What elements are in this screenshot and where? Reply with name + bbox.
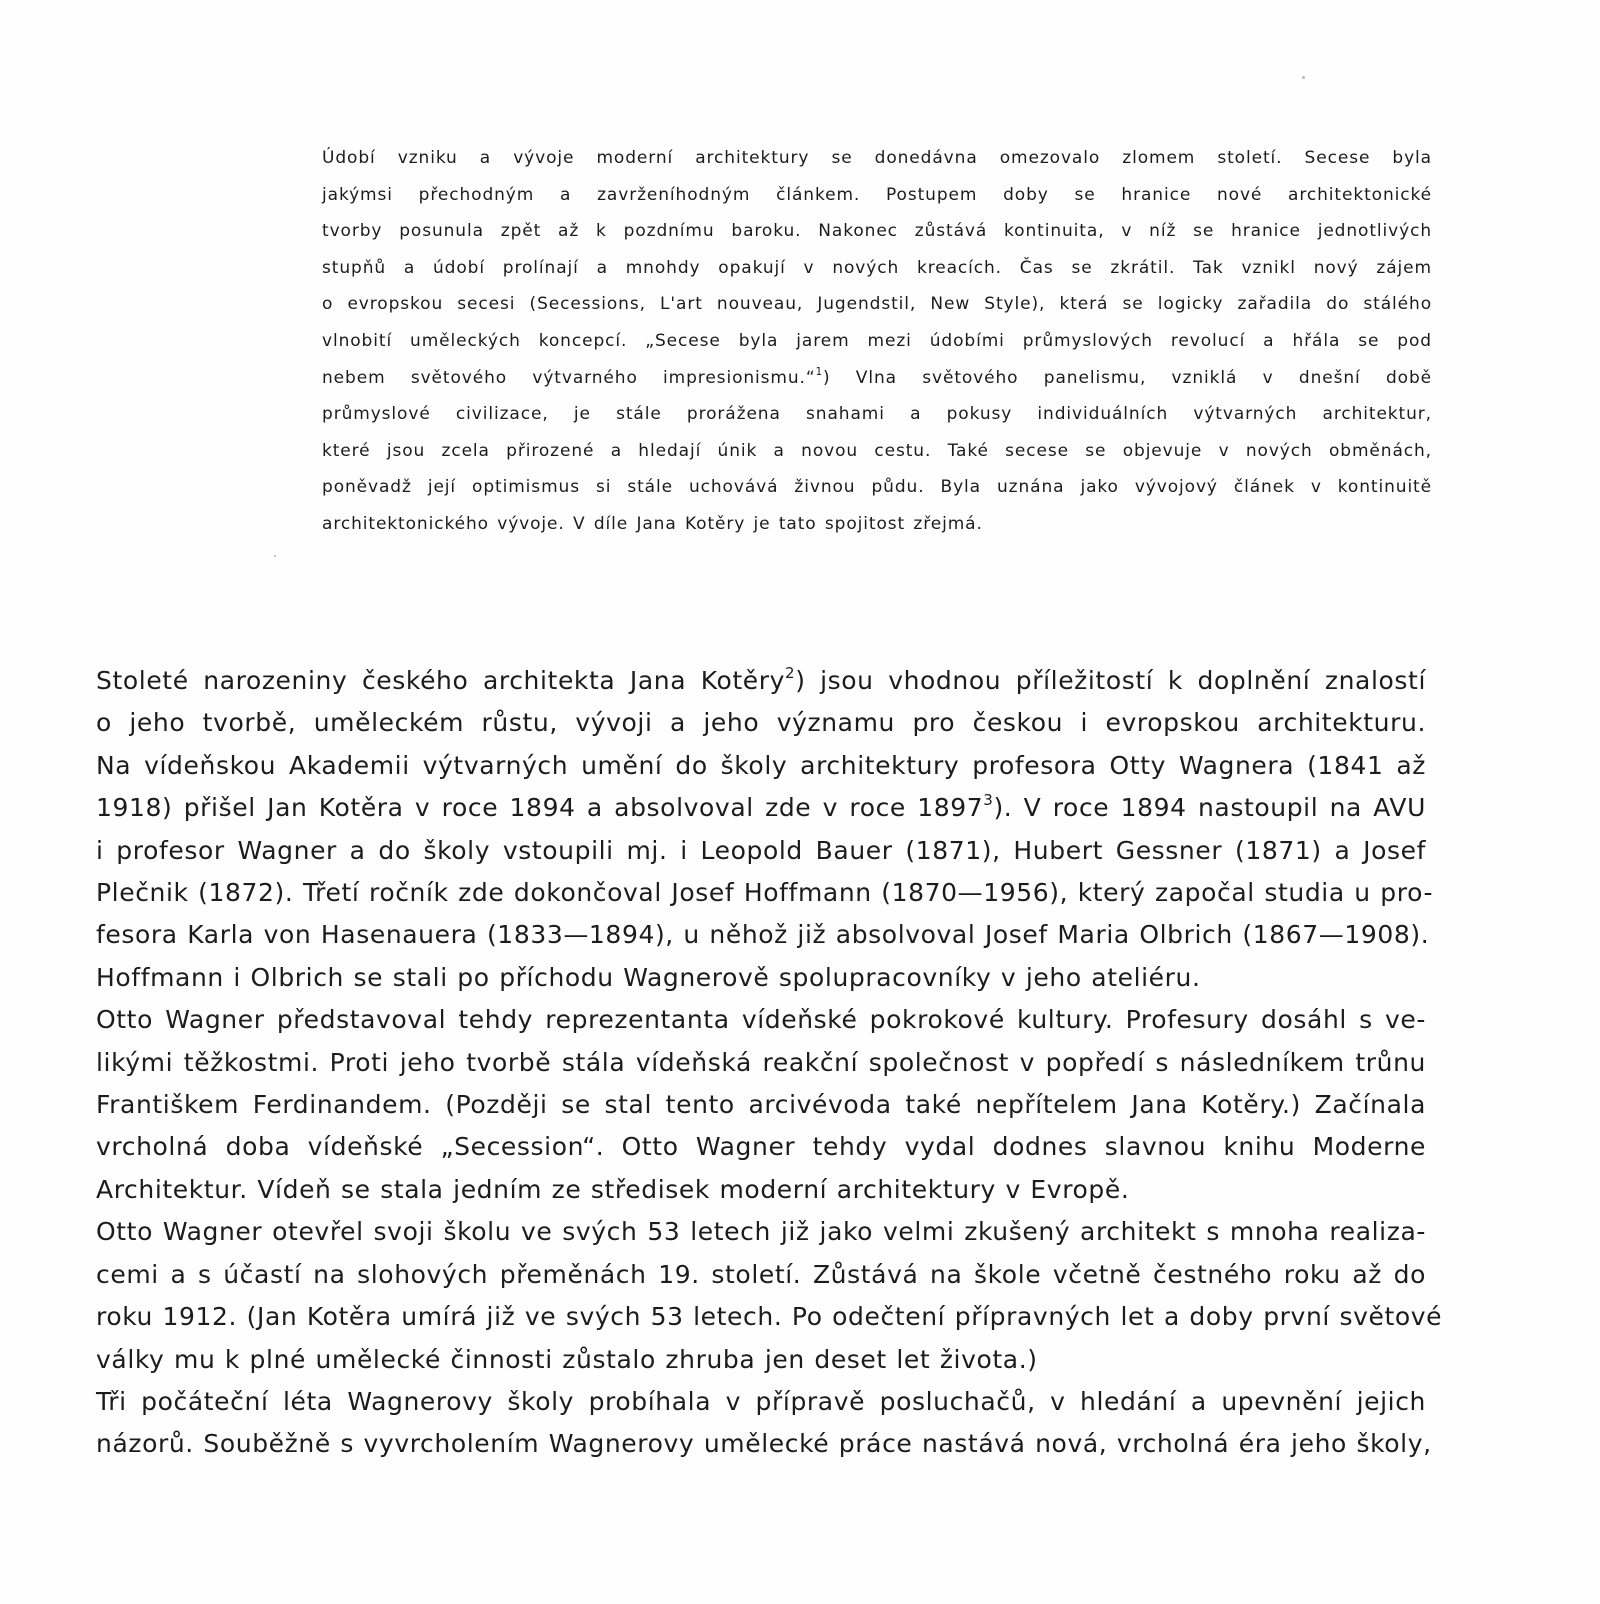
main-line: Architektur. Vídeň se stala jedním ze středisek moderní architektury v Evropě. [96,1174,1130,1204]
main-line: roku 1912. (Jan Kotěra umírá již ve svých 53 letech. Po odečtení přípravných let a doby první světové [96,1302,1443,1332]
main-line: cemi a s účastí na slohových přeměnách 19. století. Zůstává na škole včetně čestného roku až do [96,1259,1426,1289]
main-line: války mu k plné umělecké činnosti zůstalo zhruba jen deset let života.) [96,1344,1038,1374]
main-text [96,660,1443,1466]
paper-speck [274,555,276,557]
main-line [96,660,1426,702]
main-line: Otto Wagner představoval tehdy reprezentanta vídeňské pokrokové kultury. Profesury dosáhl s ve- [96,1005,1426,1035]
main-line-part: ) jsou vhodnou příležitostí k doplnění znalostí [795,666,1426,695]
intro-line: vlnobití uměleckých koncepcí. „Secese byla jarem mezi údobími průmyslových revolucí a hřála se pod [322,330,1432,351]
main-line: fesora Karla von Hasenauera (1833—1894), u něhož již absolvoval Josef Maria Olbrich (1867—1908). [96,920,1430,950]
main-line: Tři počáteční léta Wagnerovy školy probíhala v přípravě posluchačů, v hledání a upevnění jejich [96,1386,1426,1416]
footnote-ref-2: 2 [785,664,796,683]
main-line: i profesor Wagner a do školy vstoupili mj. i Leopold Bauer (1871), Hubert Gessner (1871) a Josef [96,835,1426,865]
intro-line-part: ) Vlna světového panelismu, vzniklá v dnešní době [822,367,1432,388]
intro-line: architektonického vývoje. V díle Jana Kotěry je tato spojitost zřejmá. [322,513,983,534]
main-line: Františkem Ferdinandem. (Později se stal tento arcivévoda také nepřítelem Jana Kotěry.) Začínala [96,1090,1426,1120]
intro-line: poněvadž její optimismus si stále uchovává živnou půdu. Byla uznána jako vývojový článek v kontinuitě [322,477,1432,498]
main-line: o jeho tvorbě, uměleckém růstu, vývoji a jeho významu pro českou i evropskou architekturu. [96,708,1426,738]
main-line: likými těžkostmi. Proti jeho tvorbě stála vídeňská reakční společnost v popředí s následníkem trůnu [96,1047,1426,1077]
main-line: Plečnik (1872). Třetí ročník zde dokončoval Josef Hoffmann (1870—1956), který započal studia u pro- [96,878,1434,908]
main-line: Otto Wagner otevřel svoji školu ve svých 53 letech již jako velmi zkušený architekt s mnoha realiza- [96,1217,1426,1247]
intro-line [322,360,1432,397]
main-line: vrcholná doba vídeňské „Secession“. Otto Wagner tehdy vydal dodnes slavnou knihu Moderne [96,1132,1426,1162]
main-line: Na vídeňskou Akademii výtvarných umění do školy architektury profesora Otty Wagnera (1841 až [96,750,1426,780]
intro-line: o evropskou secesi (Secessions, L'art nouveau, Jugendstil, New Style), která se logicky zařadila do stálého [322,294,1432,315]
intro-line: které jsou zcela přirozené a hledají únik a novou cestu. Také secese se objevuje v nových obměnách, [322,440,1432,461]
intro-line-part: nebem světového výtvarného impresionismu.“ [322,367,816,388]
main-line-part: ). V roce 1894 nastoupil na AVU [993,793,1426,823]
footnote-ref-1: 1 [815,366,823,378]
main-line: názorů. Souběžně s vyvrcholením Wagnerovy umělecké práce nastává nová, vrcholná éra jeho školy, [96,1429,1432,1459]
main-line: Hoffmann i Olbrich se stali po příchodu Wagnerově spolupracovníky v jeho ateliéru. [96,962,1201,992]
footnote-ref-3: 3 [983,791,994,810]
intro-paragraph [322,140,1432,543]
intro-line: stupňů a údobí prolínají a mnohdy opakují v nových kreacích. Čas se zkrátil. Tak vznikl nový zájem [322,257,1432,278]
main-line [96,787,1426,829]
paper-speck [1302,76,1305,79]
main-line-part: 1918) přišel Jan Kotěra v roce 1894 a absolvoval zde v roce 1897 [96,793,984,823]
intro-line: průmyslové civilizace, je stále prorážena snahami a pokusy individuálních výtvarných architektur, [322,404,1432,425]
intro-line: Údobí vzniku a vývoje moderní architektury se donedávna omezovalo zlomem století. Secese byla [322,148,1432,168]
intro-line: jakýmsi přechodným a zavrženíhodným článkem. Postupem doby se hranice nové architektonické [322,184,1432,205]
main-line-part: Stoleté narozeniny českého architekta Jana Kotěry [96,666,786,695]
intro-line: tvorby posunula zpět až k pozdnímu baroku. Nakonec zůstává kontinuita, v níž se hranice jednotlivých [322,221,1432,242]
